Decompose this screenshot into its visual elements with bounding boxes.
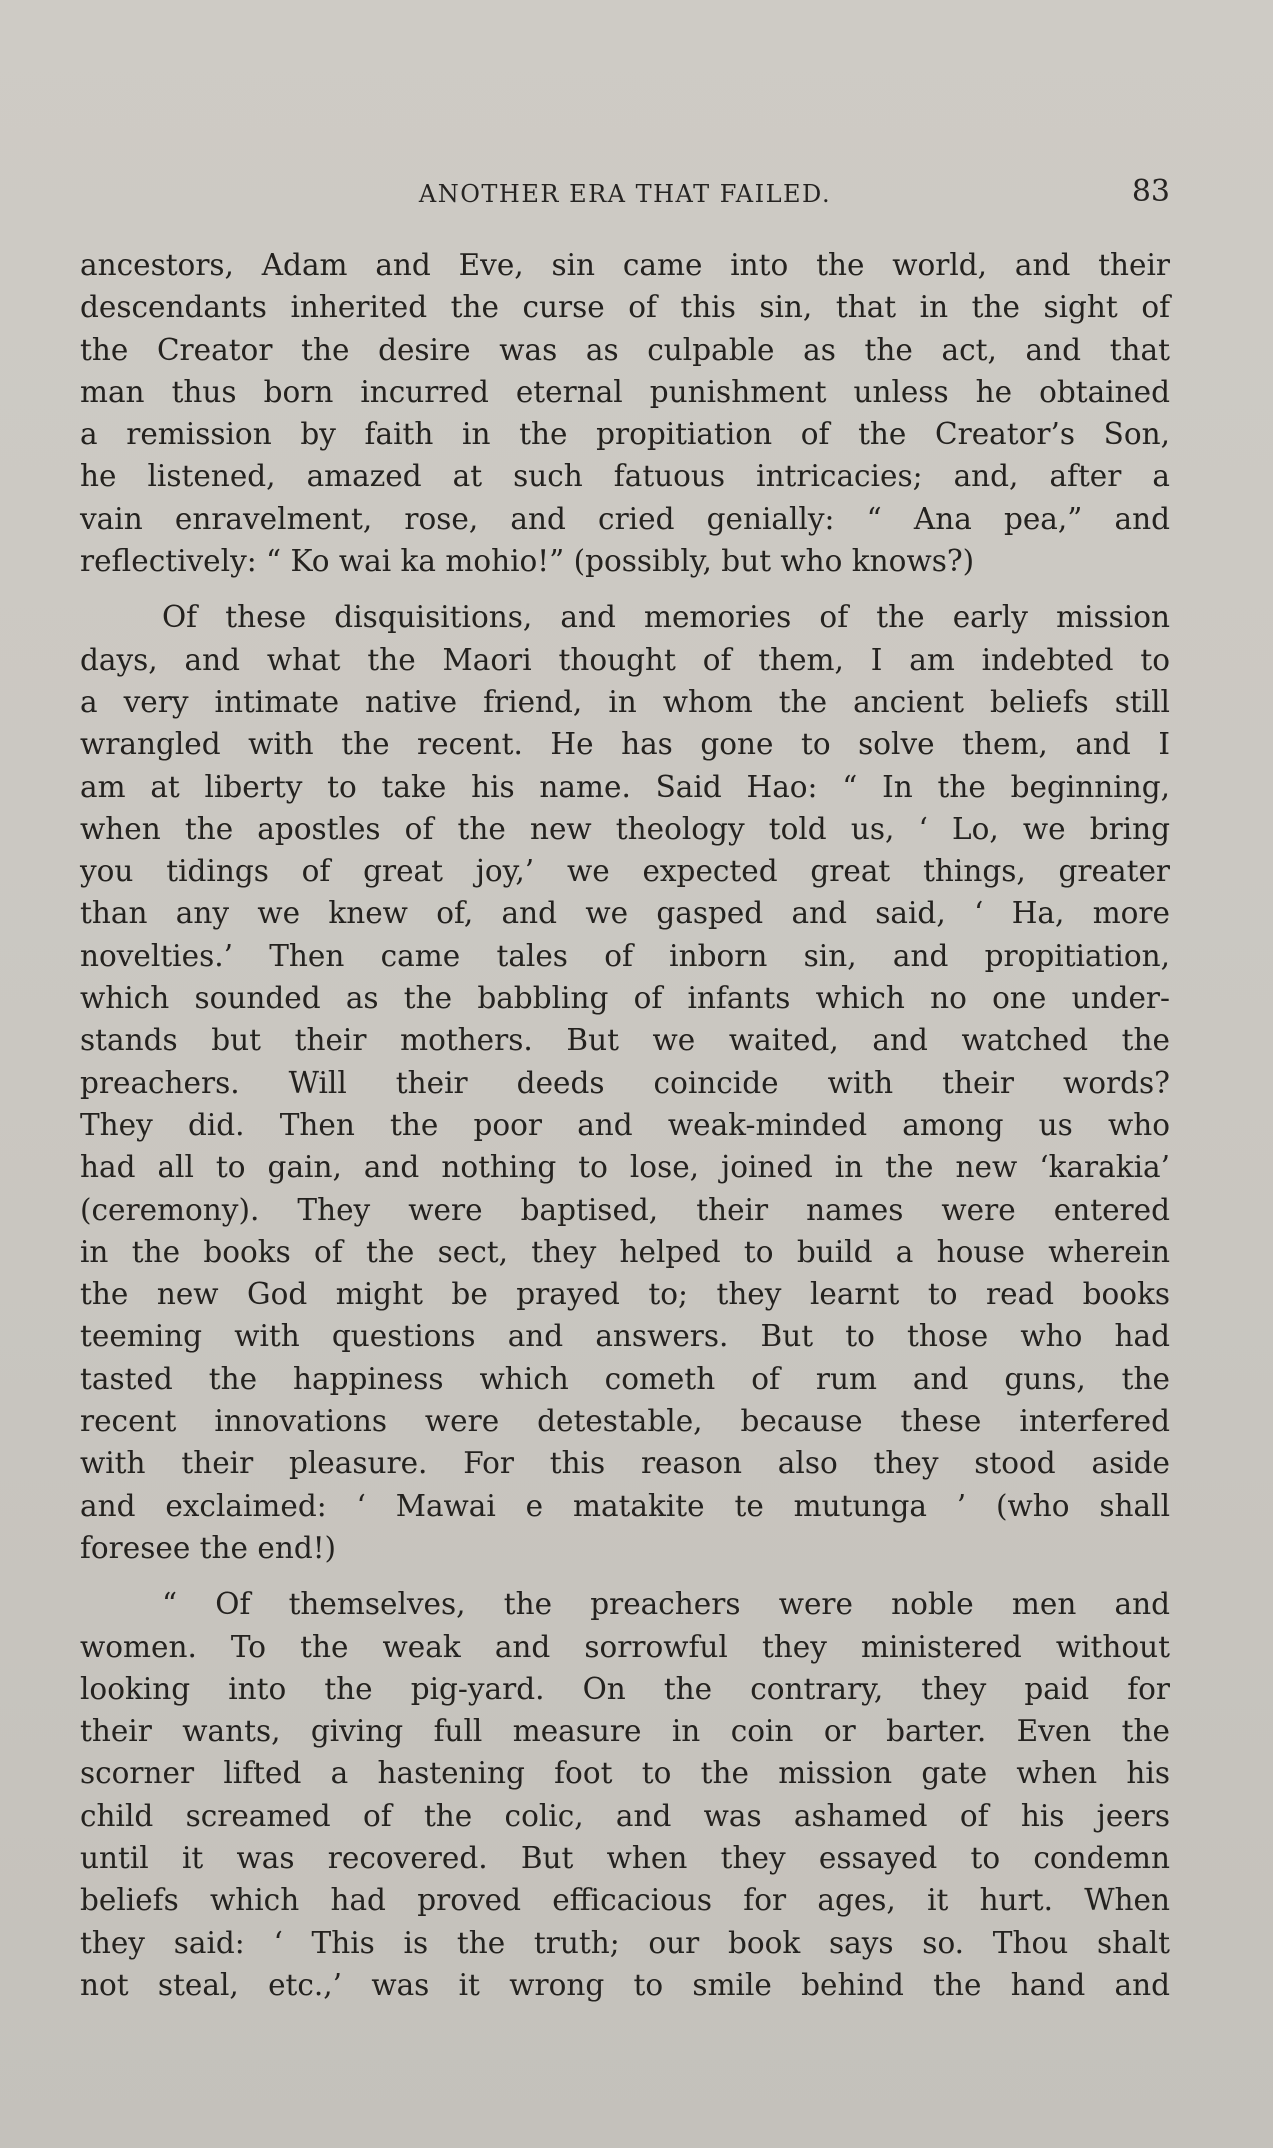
text-line: vain enravelment, rose, and cried genially: “ Ana pea,” and	[80, 501, 1170, 536]
text-line: days, and what the Maori thought of them, I am indebted to	[80, 642, 1170, 677]
page-number: 83	[1131, 174, 1170, 209]
text-line: in the books of the sect, they helped to build a house wherein	[80, 1234, 1170, 1269]
text-line: you tidings of great joy,’ we expected great things, greater	[80, 854, 1170, 889]
text-line: until it was recovered. But when they essayed to condemn	[80, 1840, 1170, 1875]
text-line: man thus born incurred eternal punishment unless he obtained	[80, 374, 1170, 409]
text-line: looking into the pig-yard. On the contrary, they paid for	[80, 1671, 1170, 1706]
text-line: women. To the weak and sorrowful they ministered without	[80, 1629, 1170, 1664]
paragraph	[80, 1583, 1170, 2006]
text-line: stands but their mothers. But we waited, and watched the	[80, 1023, 1170, 1058]
text-line: “ Of themselves, the preachers were noble men and	[162, 1587, 1170, 1622]
body-text	[80, 244, 1170, 2006]
text-line: (ceremony). They were baptised, their names were entered	[80, 1192, 1170, 1227]
text-line: scorner lifted a hastening foot to the mission gate when his	[80, 1756, 1170, 1791]
text-line: They did. Then the poor and weak-minded among us who	[80, 1107, 1170, 1142]
running-title: ANOTHER ERA THAT FAILED.	[418, 180, 832, 208]
text-line: the new God might be prayed to; they learnt to read books	[80, 1277, 1170, 1312]
text-line: they said: ‘ This is the truth; our book says so. Thou shalt	[80, 1925, 1170, 1960]
text-line: wrangled with the recent. He has gone to solve them, and I	[80, 727, 1170, 762]
text-line: than any we knew of, and we gasped and said, ‘ Ha, more	[80, 896, 1170, 931]
paragraph	[80, 596, 1170, 1569]
text-line: ancestors, Adam and Eve, sin came into the world, and their	[80, 248, 1170, 282]
text-line: child screamed of the colic, and was ashamed of his jeers	[80, 1798, 1170, 1833]
text-line: with their pleasure. For this reason also they stood aside	[80, 1446, 1170, 1481]
text-line: recent innovations were detestable, because these interfered	[80, 1404, 1170, 1439]
text-line: tasted the happiness which cometh of rum and guns, the	[80, 1361, 1170, 1396]
page-header	[80, 172, 1170, 216]
text-line: their wants, giving full measure in coin or barter. Even the	[80, 1714, 1170, 1749]
text-line: the Creator the desire was as culpable as the act, and that	[80, 332, 1170, 367]
text-line: descendants inherited the curse of this sin, that in the sight of	[80, 290, 1170, 325]
text-line: a remission by faith in the propitiation of the Creator’s Son,	[80, 417, 1170, 452]
paragraph	[80, 244, 1170, 582]
text-line: and exclaimed: ‘ Mawai e matakite te mutunga ’ (who shall	[80, 1488, 1170, 1523]
text-line: when the apostles of the new theology told us, ‘ Lo, we bring	[80, 811, 1170, 846]
text-line: not steal, etc.,’ was it wrong to smile behind the hand and	[80, 1967, 1170, 2002]
text-line: reflectively: “ Ko wai ka mohio!” (possibly, but who knows?)	[80, 544, 975, 579]
text-line: am at liberty to take his name. Said Hao: “ In the beginning,	[80, 769, 1170, 804]
text-line: preachers. Will their deeds coincide with their words?	[80, 1065, 1170, 1100]
text-line: novelties.’ Then came tales of inborn sin, and propitiation,	[80, 938, 1170, 973]
text-line: Of these disquisitions, and memories of the early mission	[162, 600, 1170, 635]
text-line: teeming with questions and answers. But to those who had	[80, 1319, 1170, 1354]
text-line: had all to gain, and nothing to lose, joined in the new ‘karakia’	[80, 1150, 1170, 1185]
text-line: beliefs which had proved efficacious for ages, it hurt. When	[80, 1883, 1170, 1918]
text-line: foresee the end!)	[80, 1530, 337, 1565]
text-line: a very intimate native friend, in whom the ancient beliefs still	[80, 684, 1170, 719]
text-line: he listened, amazed at such fatuous intricacies; and, after a	[80, 459, 1170, 494]
text-line: which sounded as the babbling of infants which no one under-	[80, 981, 1170, 1016]
